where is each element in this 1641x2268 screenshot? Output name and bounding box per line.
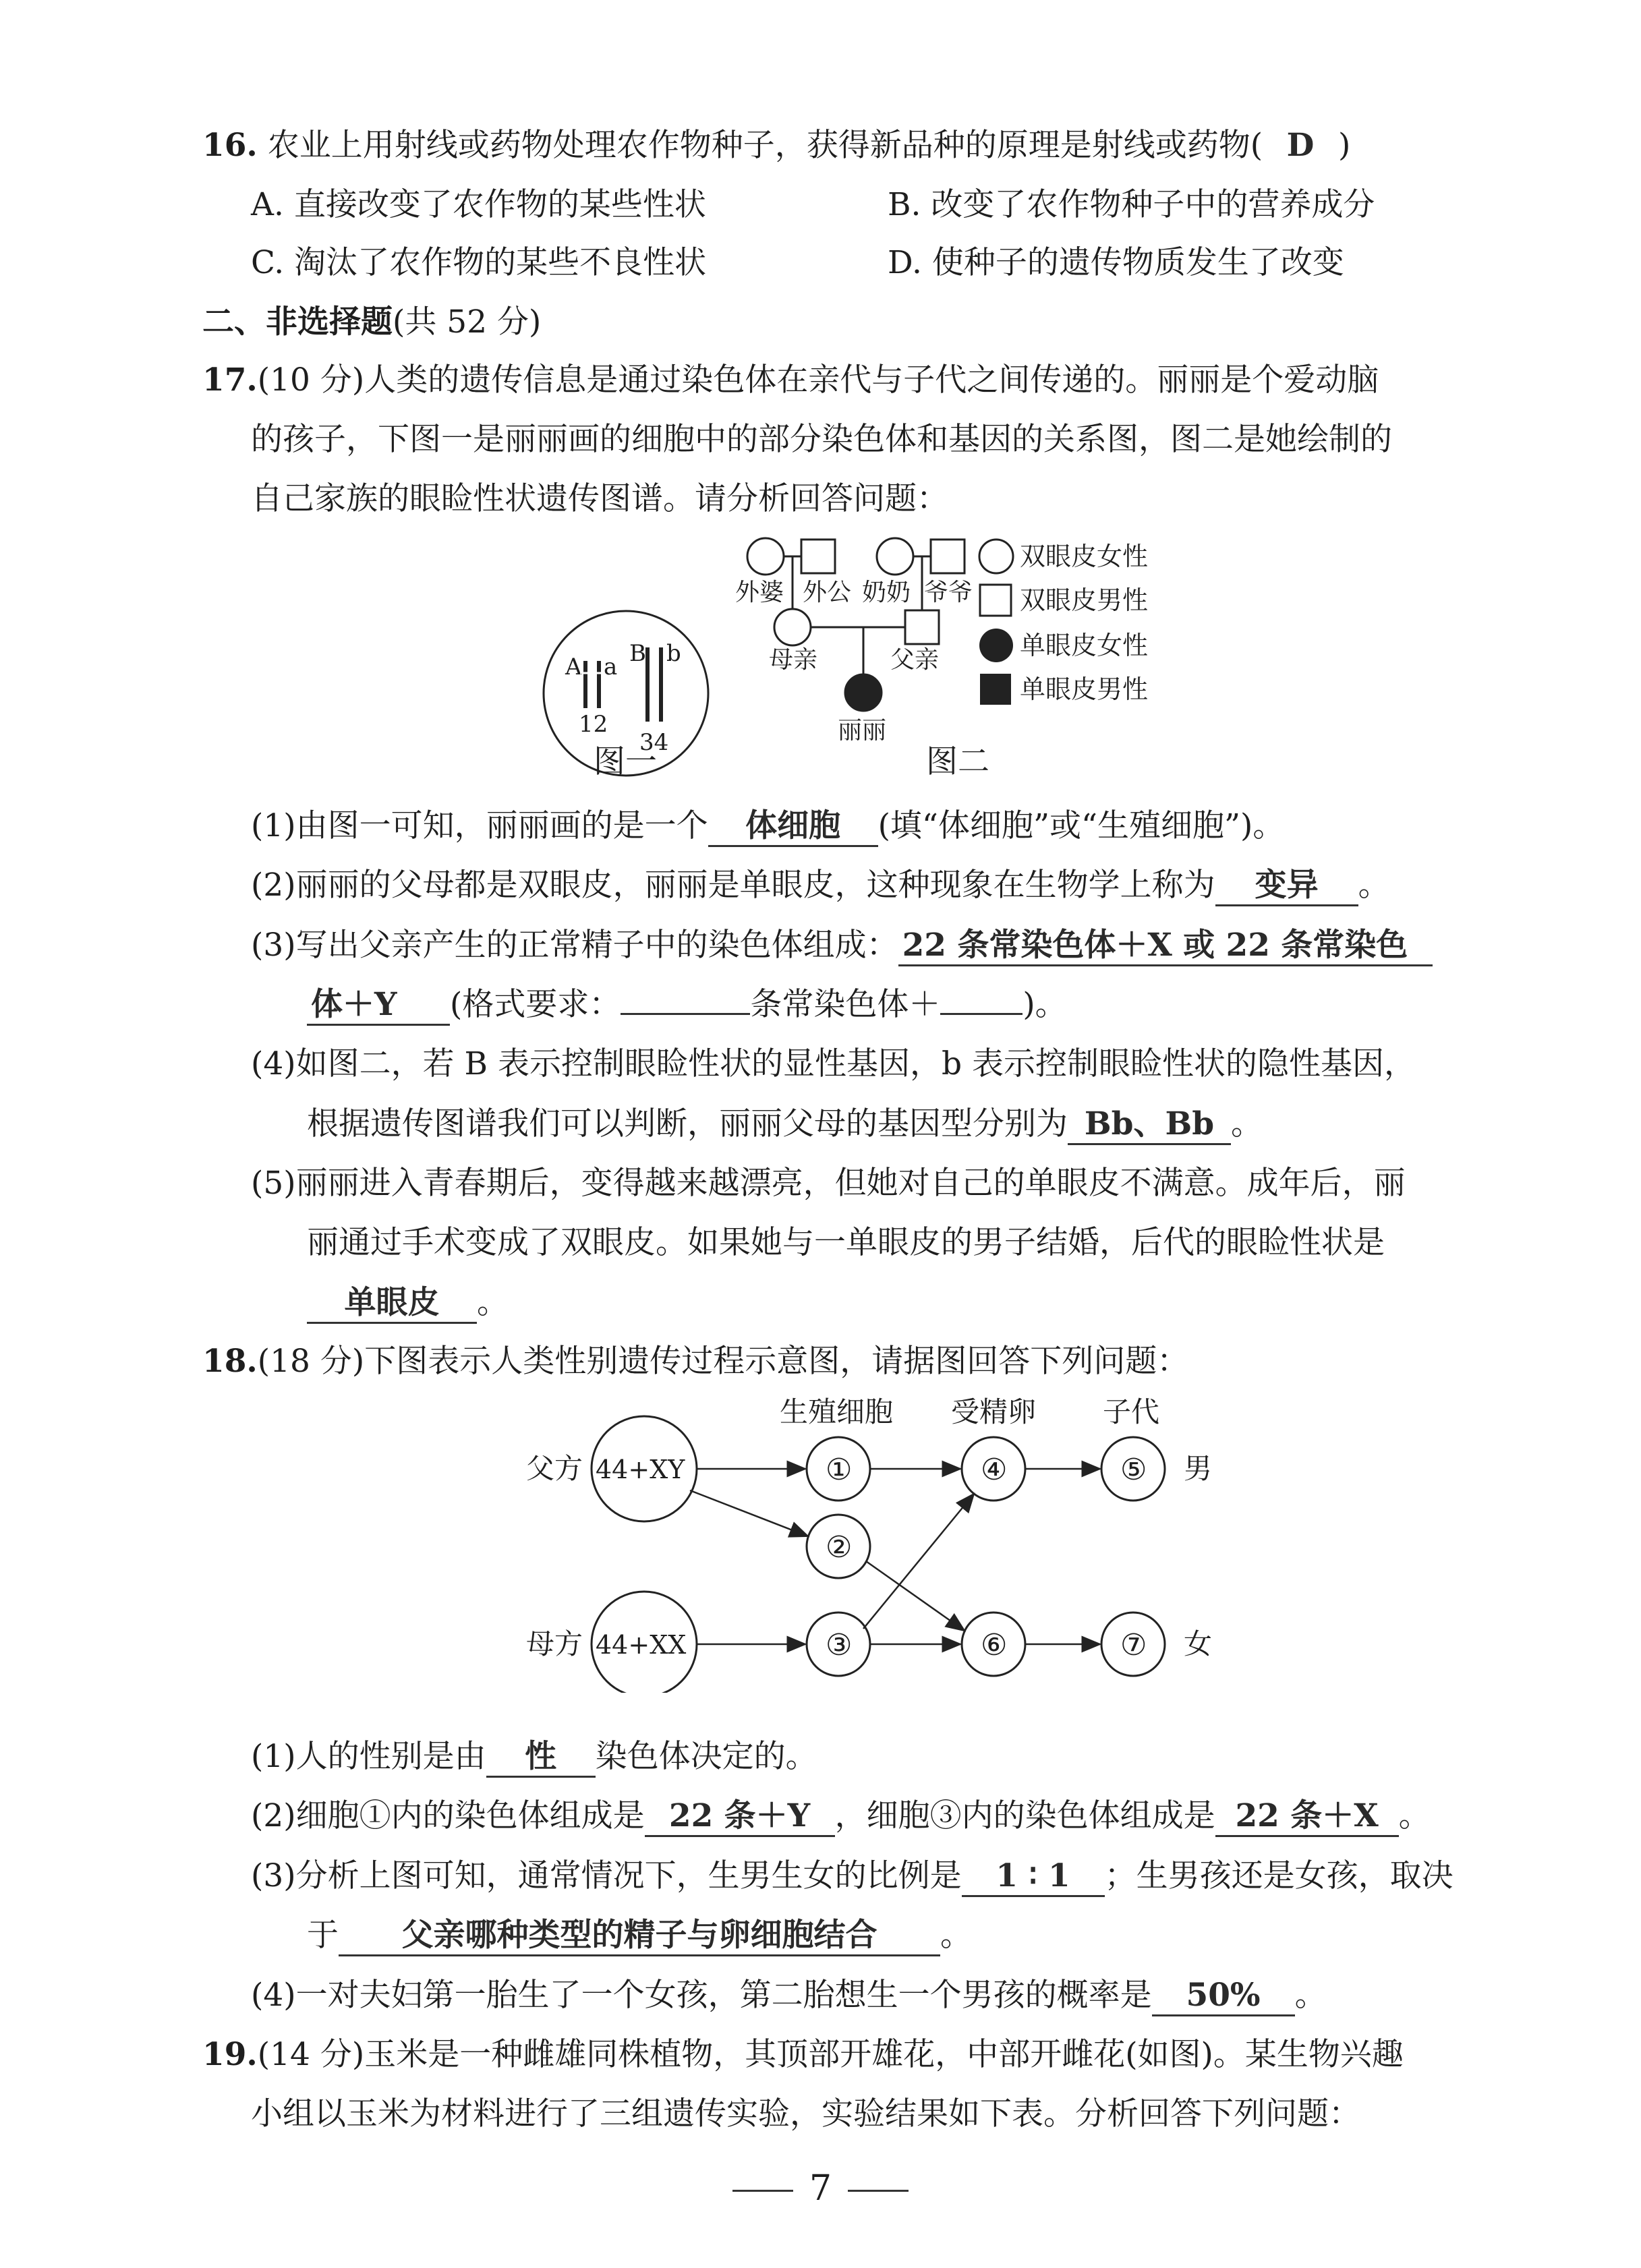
- q18-p3-mid: ；生男孩还是女孩，取决: [1104, 1857, 1453, 1894]
- yeye-symbol: [931, 540, 965, 573]
- q18-p2-answer-1: 22 条＋Y: [645, 1797, 835, 1837]
- page-number-text: 7: [809, 2168, 832, 2209]
- q17-p5-answer: 单眼皮: [307, 1284, 477, 1324]
- chromosome-12-label: 12: [579, 711, 608, 738]
- q18-sex-inheritance-diagram: [526, 1389, 1241, 1693]
- q17-p2-post: 。: [1358, 867, 1390, 904]
- q18-p1-answer: 性: [486, 1738, 596, 1778]
- q18-number: 18.: [202, 1343, 258, 1380]
- q17-p2-answer: 变异: [1215, 867, 1358, 906]
- page-number: [0, 2168, 1641, 2209]
- q17-part4-line1: (4)如图二，若 B 表示控制眼睑性状的显性基因，b 表示控制眼睑性状的隐性基因，: [251, 1045, 1416, 1082]
- gene-a-label: a: [604, 653, 618, 680]
- waipo-symbol: [747, 538, 784, 575]
- legend-male-single-icon: [980, 674, 1011, 705]
- nainai-symbol: [877, 538, 913, 575]
- lili-symbol: [845, 674, 882, 711]
- mother-symbol: [774, 609, 811, 645]
- cell-3-label: ③: [826, 1628, 853, 1662]
- q16-number: 16.: [202, 127, 258, 164]
- q18-p3-line2-pre: 于: [307, 1917, 339, 1954]
- cell-4-label: ④: [981, 1453, 1008, 1487]
- q17-p4-post: 。: [1231, 1105, 1263, 1142]
- q18-p4-pre: (4)一对夫妇第一胎生了一个女孩，第二胎想生一个男孩的概率是: [251, 1977, 1152, 2014]
- q17-part2: [251, 865, 1390, 906]
- q17-part5-line2: 丽通过手术变成了双眼皮。如果她与一单眼皮的男子结婚，后代的眼睑性状是: [307, 1224, 1385, 1261]
- q19-line1: [202, 2035, 1404, 2075]
- q17-intro-1: [202, 360, 1379, 401]
- cell-7-label: ⑦: [1120, 1628, 1147, 1662]
- q18-p2-pre: (2)细胞①内的染色体组成是: [251, 1797, 645, 1834]
- waigong-symbol: [801, 540, 835, 573]
- q18-part2: [251, 1796, 1431, 1837]
- q17-p3-format-blank-1: [621, 1013, 750, 1015]
- waigong-label: 外公: [803, 579, 852, 606]
- father-symbol: [905, 610, 939, 644]
- col-germ-cell: 生殖细胞: [780, 1395, 894, 1428]
- cell-2-label: ②: [826, 1530, 853, 1565]
- q16-option-a: A. 直接改变了农作物的某些性状: [251, 186, 706, 223]
- cell-5-label: ⑤: [1120, 1453, 1147, 1487]
- q18-p2-post: 。: [1398, 1797, 1431, 1834]
- col-zygote: 受精卵: [951, 1395, 1037, 1428]
- q17-p4-pre: 根据遗传图谱我们可以判断，丽丽父母的基因型分别为: [307, 1105, 1068, 1142]
- father-label: 父亲: [890, 646, 940, 674]
- q16-answer: D: [1286, 127, 1315, 164]
- gene-A-label: A: [565, 653, 582, 680]
- q18-part4: [251, 1975, 1327, 2016]
- q17-intro-2: 的孩子，下图一是丽丽画的细胞中的部分染色体和基因的关系图，图二是她绘制的: [251, 421, 1392, 458]
- q18-part1: [251, 1737, 817, 1778]
- section-heading: [202, 302, 541, 343]
- q18-p3-answer-2: 父亲哪种类型的精子与卵细胞结合: [339, 1917, 940, 1956]
- female-label: 女: [1184, 1627, 1213, 1660]
- q18-p3-pre: (3)分析上图可知，通常情况下，生男生女的比例是: [251, 1857, 962, 1894]
- q18-p2-mid: ，细胞③内的染色体组成是: [834, 1797, 1215, 1834]
- cell-6-label: ⑥: [981, 1628, 1008, 1662]
- q16-option-c: C. 淘汰了农作物的某些不良性状: [251, 244, 707, 281]
- legend-male-single: 单眼皮男性: [1020, 674, 1149, 704]
- q17-p1-post: (填“体细胞”或“生殖细胞”)。: [877, 807, 1285, 844]
- q18-part3-line2: [307, 1915, 972, 1956]
- fig2-caption: 图二: [926, 743, 989, 780]
- q17-part4-line2: [307, 1104, 1263, 1145]
- section-score: (共 52 分): [393, 303, 542, 341]
- q17-part5-line1: (5)丽丽进入青春期后，变得越来越漂亮，但她对自己的单眼皮不满意。成年后，丽: [251, 1165, 1406, 1202]
- mother-cell-label: 44+XX: [596, 1630, 687, 1660]
- gene-b-label: b: [666, 640, 681, 667]
- legend-male-double-icon: [980, 585, 1011, 616]
- father-cell-label: 44+XY: [596, 1455, 685, 1484]
- q16-stem: [202, 125, 1350, 166]
- q17-p1-pre: (1)由图一可知，丽丽画的是一个: [251, 807, 708, 844]
- q17-p3-pre: (3)写出父亲产生的正常精子中的染色体组成：: [251, 927, 898, 964]
- mother-label: 母亲: [769, 646, 818, 674]
- q17-part3-line1: [251, 925, 1433, 966]
- legend-female-double: 双眼皮女性: [1020, 542, 1149, 571]
- fig1-caption: 图一: [594, 743, 657, 780]
- q18-p3-post: 。: [940, 1917, 972, 1954]
- yeye-label: 爷爷: [924, 579, 973, 606]
- q16-option-d: D. 使种子的遗传物质发生了改变: [888, 244, 1344, 281]
- nainai-label: 奶奶: [862, 579, 911, 606]
- q16-stem-text: 农业上用射线或药物处理农作物种子，获得新品种的原理是射线或药物(: [267, 127, 1263, 164]
- q17-p1-answer: 体细胞: [708, 807, 878, 847]
- male-label: 男: [1184, 1452, 1213, 1485]
- legend-female-single-icon: [979, 629, 1013, 662]
- gene-B-label: B: [629, 640, 646, 667]
- fig2-pedigree: [735, 533, 1221, 749]
- col-offspring: 子代: [1103, 1395, 1160, 1428]
- q17-p3-post: (格式要求：: [450, 986, 621, 1023]
- legend-female-double-icon: [979, 540, 1013, 573]
- q18-part3-line1: [251, 1856, 1453, 1897]
- q17-part5-line3: [307, 1283, 509, 1324]
- cell-1-label: ①: [826, 1453, 853, 1487]
- q18-p1-post: 染色体决定的。: [595, 1738, 817, 1775]
- q19-line2: 小组以玉米为材料进行了三组遗传实验，实验结果如下表。分析回答下列问题：: [251, 2095, 1360, 2132]
- q17-p3-answer-2: 体＋Y: [307, 986, 450, 1026]
- q17-intro-text-1: (10 分)人类的遗传信息是通过染色体在亲代与子代之间传递的。丽丽是个爱动脑: [257, 361, 1379, 399]
- q17-p2-pre: (2)丽丽的父母都是双眼皮，丽丽是单眼皮，这种现象在生物学上称为: [251, 867, 1215, 904]
- q17-intro-3: 自己家族的眼睑性状遗传图谱。请分析回答问题：: [251, 480, 948, 517]
- q18-p2-answer-2: 22 条＋X: [1215, 1797, 1399, 1837]
- q17-p3-answer-1: 22 条常染色体＋X 或 22 条常染色: [898, 927, 1433, 966]
- lili-label: 丽丽: [838, 717, 887, 745]
- q17-p5-post: 。: [477, 1284, 509, 1321]
- q19-line1-text: (14 分)玉米是一种雌雄同株植物，其顶部开雄花，中部开雌花(如图)。某生物兴趣: [257, 2036, 1404, 2073]
- waipo-label: 外婆: [735, 579, 784, 606]
- legend-female-single: 单眼皮女性: [1020, 631, 1149, 660]
- q17-p3-format-end: )。: [1023, 986, 1067, 1023]
- q18-p4-answer: 50%: [1152, 1977, 1295, 2016]
- q18-intro-text: (18 分)下图表示人类性别遗传过程示意图，请据图回答下列问题：: [257, 1343, 1189, 1380]
- q16-option-b: B. 改变了农作物种子中的营养成分: [888, 186, 1375, 223]
- q19-number: 19.: [202, 2036, 258, 2073]
- q18-p4-post: 。: [1294, 1977, 1327, 2014]
- section-title: 二、非选择题: [202, 303, 393, 341]
- q17-p4-answer: Bb、Bb: [1068, 1105, 1231, 1145]
- q17-p3-format-blank-2: [940, 1013, 1023, 1015]
- q17-p3-format-mid: 条常染色体＋: [750, 986, 941, 1023]
- q17-part1: [251, 806, 1284, 847]
- mother-label: 母方: [526, 1627, 583, 1660]
- chromosome-34-label: 34: [639, 729, 669, 756]
- q18-p3-answer-1: 1 ∶ 1: [962, 1857, 1105, 1897]
- q18-intro: [202, 1341, 1188, 1382]
- q16-stem-close: ): [1337, 127, 1351, 164]
- q17-part3-line2: [307, 985, 1067, 1026]
- q17-number: 17.: [202, 361, 258, 399]
- legend-male-double: 双眼皮男性: [1020, 585, 1149, 615]
- father-label: 父方: [526, 1452, 583, 1485]
- q18-p1-pre: (1)人的性别是由: [251, 1738, 486, 1775]
